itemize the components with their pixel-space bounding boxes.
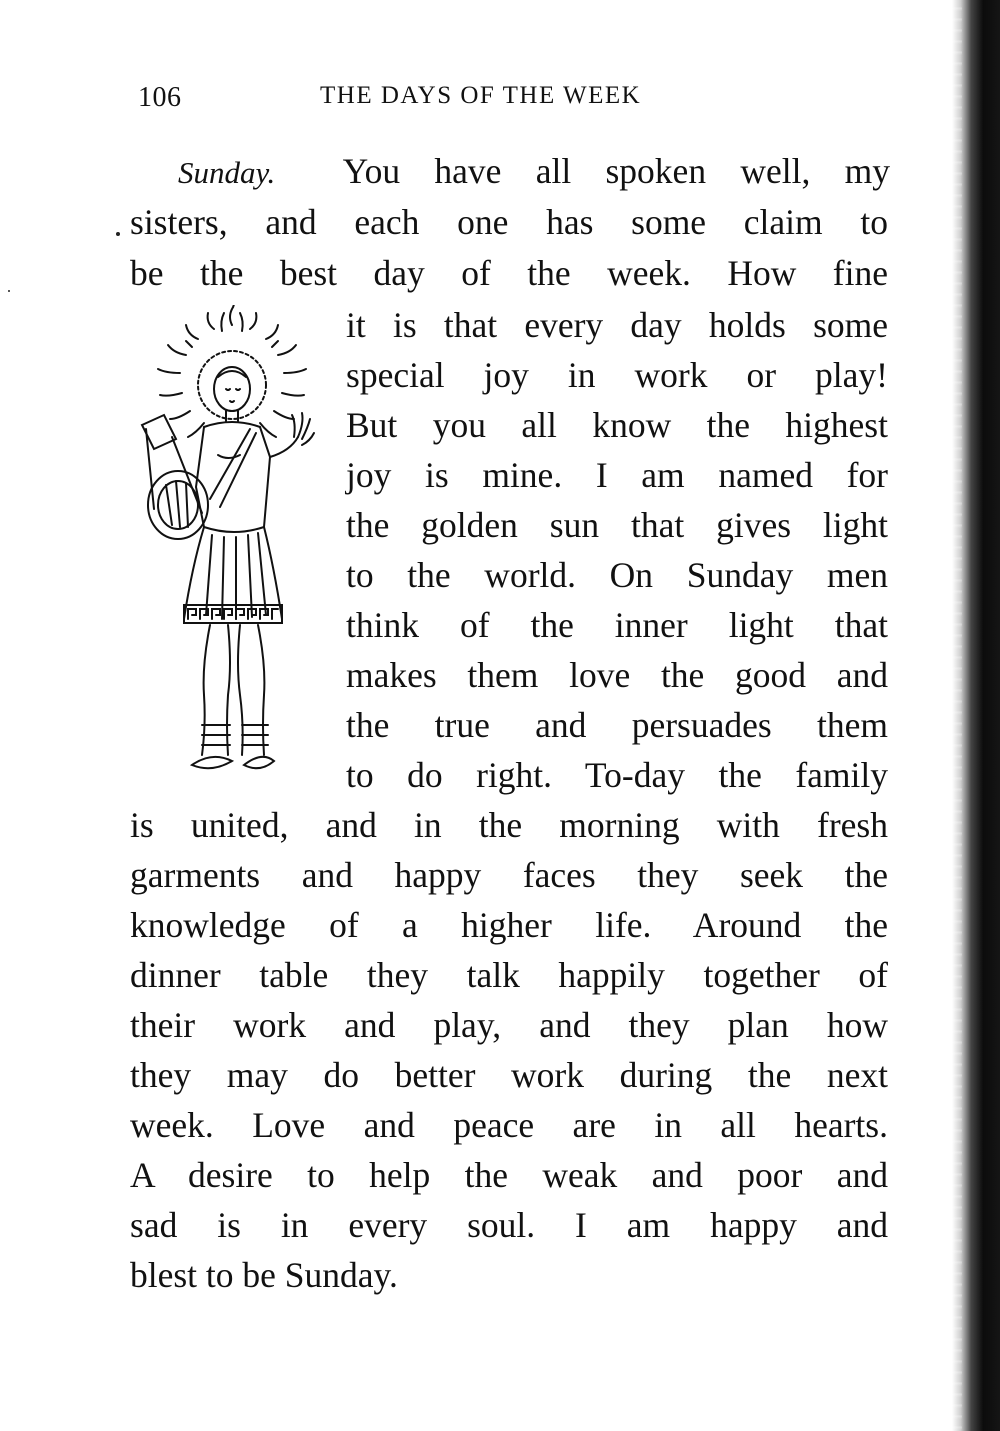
text-line-11: makes them love the good and	[346, 655, 888, 695]
page-number: 106	[138, 82, 182, 113]
text-line-1: Sunday. You have all spoken well, my	[178, 151, 890, 191]
scan-speck	[8, 290, 10, 292]
text-line-7: joy is mine. I am named for	[346, 455, 888, 495]
text-line-12: the true and persuades them	[346, 705, 888, 745]
text-line-4: it is that every day holds some	[346, 305, 888, 345]
text-line-10: think of the inner light that	[346, 605, 888, 645]
scan-edge-specks	[948, 0, 962, 1431]
sun-god-with-lyre-icon	[132, 305, 332, 785]
text-line-22: sad is in every soul. I am happy and	[130, 1205, 888, 1245]
text-line-20: week. Love and peace are in all hearts.	[130, 1105, 888, 1145]
text-line-17: dinner table they talk happily together of	[130, 955, 888, 995]
text-line-5: special joy in work or play!	[346, 355, 888, 395]
speaker-label: Sunday.	[178, 155, 276, 190]
text-line-19: they may do better work during the next	[130, 1055, 888, 1095]
text-line-23: blest to be Sunday.	[130, 1255, 398, 1295]
text-line-3: be the best day of the week. How fine	[130, 253, 888, 293]
text-line-15: garments and happy faces they seek the	[130, 855, 888, 895]
text-line-16: knowledge of a higher life. Around the	[130, 905, 888, 945]
page-title: THE DAYS OF THE WEEK	[320, 82, 642, 109]
text-line-21: A desire to help the weak and poor and	[130, 1155, 888, 1195]
text-line-18: their work and play, and they plan how	[130, 1005, 888, 1045]
text-line-14: is united, and in the morning with fresh	[130, 805, 888, 845]
text-line-8: the golden sun that gives light	[346, 505, 888, 545]
text-line-6: But you all know the highest	[346, 405, 888, 445]
text-line-9: to the world. On Sunday men	[346, 555, 888, 595]
text-line-2: sisters, and each one has some claim to	[130, 202, 888, 242]
running-head	[138, 82, 738, 118]
scan-speck	[116, 232, 120, 236]
text-line-13: to do right. To-day the family	[346, 755, 888, 795]
